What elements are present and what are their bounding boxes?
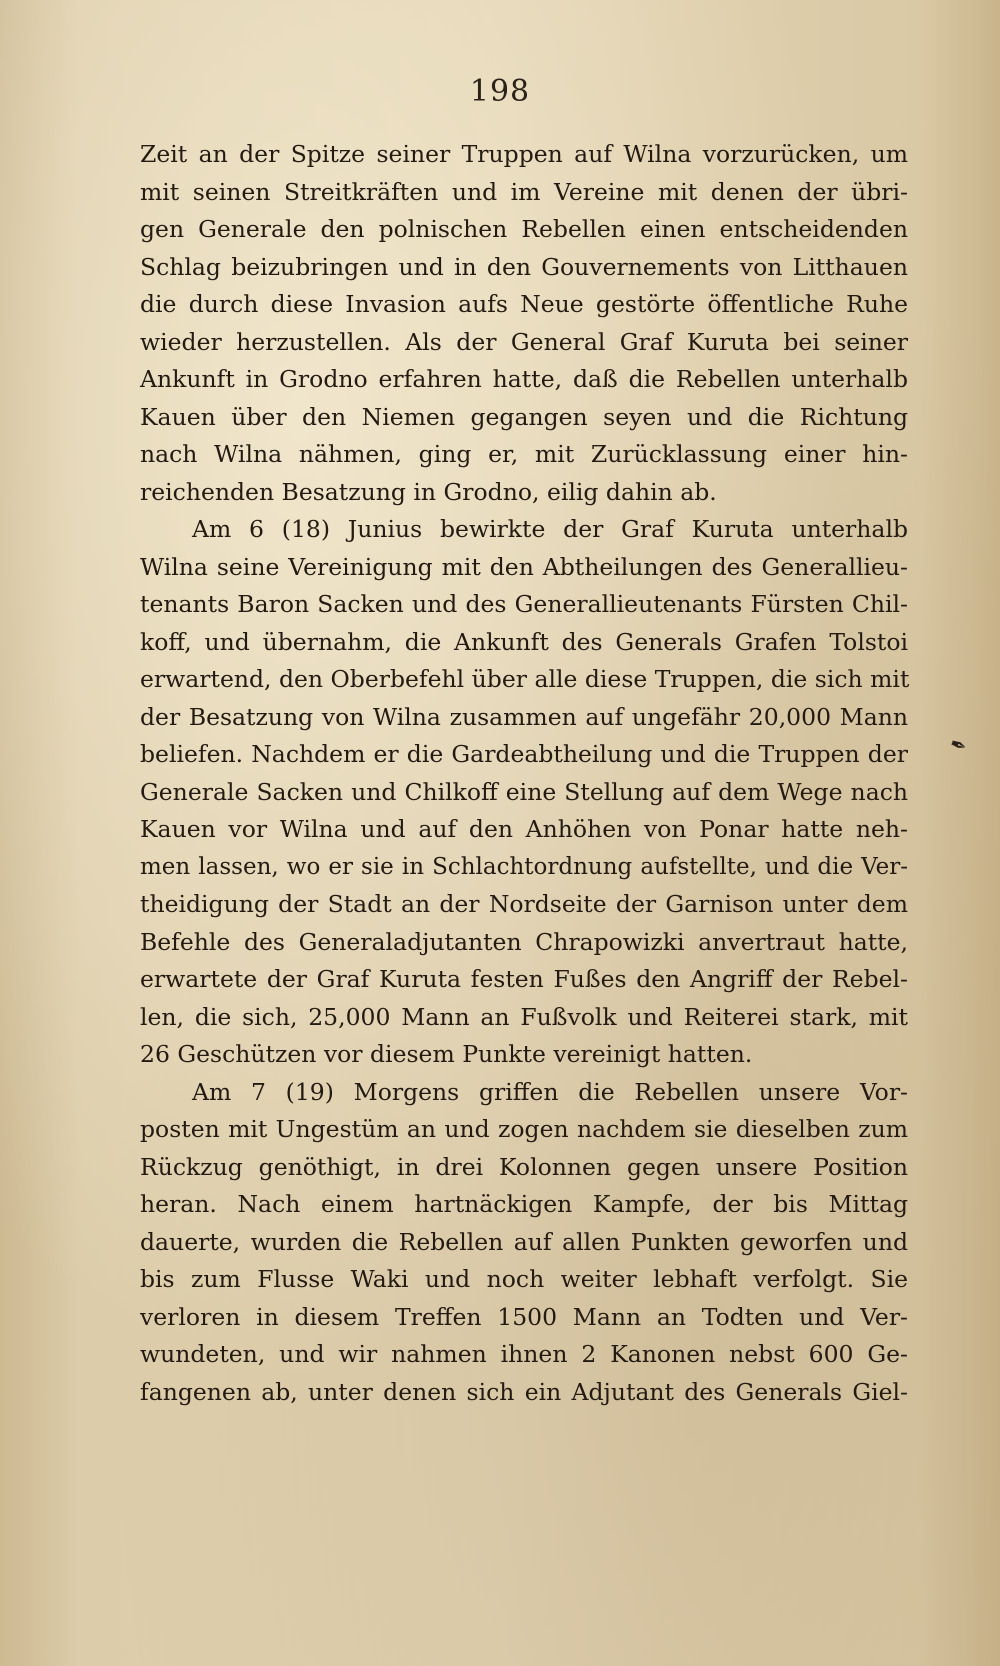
text-line: Rückzug genöthigt, in drei Kolonnen gegen unsere Position — [140, 1152, 908, 1181]
text-line: len, die sich, 25,000 Mann an Fußvolk und Reiterei stark, mit — [140, 1002, 908, 1031]
text-line: erwartete der Graf Kuruta festen Fußes den Angriff der Rebel- — [140, 965, 908, 993]
text-line: Kauen über den Niemen gegangen seyen und die Richtung — [140, 402, 908, 431]
text-line: theidigung der Stadt an der Nordseite der Garnison unter dem — [140, 890, 908, 918]
text-line: die durch diese Invasion aufs Neue gestörte öffentliche Ruhe — [140, 290, 908, 318]
text-line: Schlag beizubringen und in den Gouvernements von Litthauen — [140, 252, 908, 281]
text-line: 26 Geschützen vor diesem Punkte vereinigt hatten. — [140, 1040, 753, 1068]
text-line: Am 7 (19) Morgens griffen die Rebellen unsere Vor- — [192, 1077, 908, 1106]
text-line: Befehle des Generaladjutanten Chrapowizki anvertraut hatte, — [140, 927, 908, 956]
text-line: dauerte, wurden die Rebellen auf allen Punkten geworfen und — [140, 1227, 908, 1256]
text-line: Ankunft in Grodno erfahren hatte, daß die Rebellen unterhalb — [140, 365, 908, 393]
text-line: erwartend, den Oberbefehl über alle diese Truppen, die sich mit — [140, 665, 910, 693]
text-line: men lassen, wo er sie in Schlachtordnung aufstellte, und die Ver- — [140, 853, 908, 880]
text-line: wundeten, und wir nahmen ihnen 2 Kanonen nebst 600 Ge- — [140, 1340, 908, 1368]
text-line: nach Wilna nähmen, ging er, mit Zurücklassung einer hin- — [140, 440, 908, 468]
text-line: gen Generale den polnischen Rebellen einen entscheidenden — [140, 215, 908, 243]
text-line: wieder herzustellen. Als der General Graf Kuruta bei seiner — [140, 327, 908, 356]
text-line: koff, und übernahm, die Ankunft des Generals Grafen Tolstoi — [140, 627, 908, 656]
text-line: Generale Sacken und Chilkoff eine Stellung auf dem Wege nach — [140, 777, 908, 806]
text-line: beliefen. Nachdem er die Gardeabtheilung und die Truppen der — [140, 740, 908, 768]
text-line: reichenden Besatzung in Grodno, eilig dahin ab. — [140, 477, 717, 506]
text-line: verloren in diesem Treffen 1500 Mann an Todten und Ver- — [140, 1302, 908, 1331]
body-text — [140, 136, 908, 1411]
text-line: bis zum Flusse Waki und noch weiter lebhaft verfolgt. Sie — [140, 1265, 908, 1293]
text-line: mit seinen Streitkräften und im Vereine mit denen der übri- — [140, 177, 908, 206]
text-line: Kauen vor Wilna und auf den Anhöhen von Ponar hatte neh- — [140, 815, 908, 843]
text-line: Zeit an der Spitze seiner Truppen auf Wilna vorzurücken, um — [140, 140, 908, 168]
text-line: posten mit Ungestüm an und zogen nachdem sie dieselben zum — [140, 1115, 908, 1143]
page-number: 198 — [469, 74, 531, 109]
text-line: tenants Baron Sacken und des Generallieutenants Fürsten Chil- — [140, 590, 908, 618]
text-line: der Besatzung von Wilna zusammen auf ungefähr 20,000 Mann — [140, 702, 908, 731]
text-line: fangenen ab, unter denen sich ein Adjutant des Generals Giel- — [140, 1377, 908, 1406]
margin-ink-mark: ✒ — [946, 730, 971, 760]
text-line: Wilna seine Vereinigung mit den Abtheilungen des Generallieu- — [140, 552, 908, 581]
text-line: heran. Nach einem hartnäckigen Kampfe, der bis Mittag — [140, 1190, 908, 1218]
text-line: Am 6 (18) Junius bewirkte der Graf Kuruta unterhalb — [192, 515, 908, 543]
